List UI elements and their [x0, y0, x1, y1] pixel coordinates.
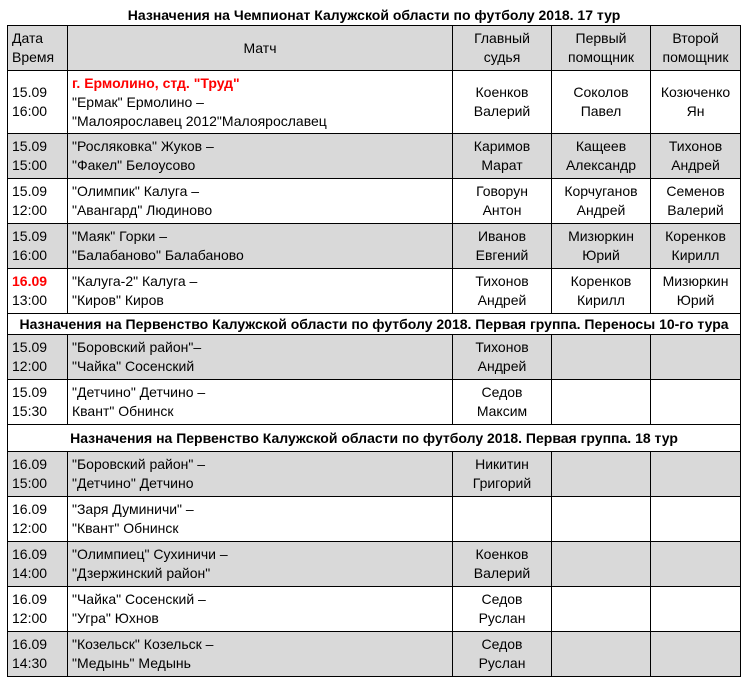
date-cell: 15.09 15:30 — [8, 380, 68, 425]
date-cell: 15.09 16:00 — [8, 224, 68, 269]
match-cell: "Калуга-2" Калуга – "Киров" Киров — [68, 269, 453, 314]
second-assistant-cell: Козюченко Ян — [651, 71, 741, 134]
main-referee-cell: Каримов Марат — [453, 134, 552, 179]
table-row — [8, 335, 741, 380]
match-cell: "Олимпиец" Сухиничи – "Дзержинский район" — [68, 542, 453, 587]
schedule-table — [7, 5, 741, 677]
first-assistant-cell: Соколов Павел — [552, 71, 651, 134]
match-cell: "Олимпик" Калуга – "Авангард" Людиново — [68, 179, 453, 224]
second-assistant-cell: Мизюркин Юрий — [651, 269, 741, 314]
date-cell: 16.09 14:30 — [8, 632, 68, 677]
table-row — [8, 497, 741, 542]
second-assistant-cell — [651, 587, 741, 632]
date-cell: 15.09 16:00 — [8, 71, 68, 134]
main-referee-cell — [453, 497, 552, 542]
match-cell: г. Ермолино, стд. "Труд" "Ермак" Ермолино – "Малоярославец 2012"Малоярославец — [68, 71, 453, 134]
date-cell: 15.09 15:00 — [8, 134, 68, 179]
first-assistant-cell — [552, 632, 651, 677]
first-assistant-cell: Кащеев Александр — [552, 134, 651, 179]
table-row — [8, 380, 741, 425]
match-cell: "Детчино" Детчино – Квант" Обнинск — [68, 380, 453, 425]
section-title: Назначения на Чемпионат Калужской области по футболу 2018. 17 тур — [8, 5, 741, 26]
header-main-referee: Главный судья — [453, 26, 552, 71]
header-row — [8, 26, 741, 71]
table-row — [8, 587, 741, 632]
main-referee-cell: Седов Руслан — [453, 632, 552, 677]
first-assistant-cell — [552, 542, 651, 587]
second-assistant-cell — [651, 452, 741, 497]
main-referee-cell: Коенков Валерий — [453, 71, 552, 134]
table-row — [8, 632, 741, 677]
table-row — [8, 224, 741, 269]
first-assistant-cell — [552, 380, 651, 425]
header-second-assistant: Второй помощник — [651, 26, 741, 71]
match-cell: "Козельск" Козельск – "Медынь" Медынь — [68, 632, 453, 677]
venue-text: г. Ермолино, стд. "Труд" — [72, 74, 240, 91]
main-referee-cell: Седов Максим — [453, 380, 552, 425]
match-cell: "Чайка" Сосенский – "Угра" Юхнов — [68, 587, 453, 632]
table-row — [8, 269, 741, 314]
date-cell: 16.09 15:00 — [8, 452, 68, 497]
second-assistant-cell: Семенов Валерий — [651, 179, 741, 224]
first-assistant-cell: Коренков Кирилл — [552, 269, 651, 314]
date-cell: 15.09 12:00 — [8, 335, 68, 380]
table-row — [8, 71, 741, 134]
second-assistant-cell — [651, 497, 741, 542]
main-referee-cell: Говорун Антон — [453, 179, 552, 224]
match-cell: "Боровский район"– "Чайка" Сосенский — [68, 335, 453, 380]
second-assistant-cell — [651, 380, 741, 425]
match-cell: "Маяк" Горки – "Балабаново" Балабаново — [68, 224, 453, 269]
table-row — [8, 134, 741, 179]
date-cell: 16.09 14:00 — [8, 542, 68, 587]
main-referee-cell: Тихонов Андрей — [453, 269, 552, 314]
first-assistant-cell: Мизюркин Юрий — [552, 224, 651, 269]
second-assistant-cell: Тихонов Андрей — [651, 134, 741, 179]
main-referee-cell: Иванов Евгений — [453, 224, 552, 269]
main-referee-cell: Седов Руслан — [453, 587, 552, 632]
main-referee-cell: Тихонов Андрей — [453, 335, 552, 380]
match-cell: "Заря Думиничи" – "Квант" Обнинск — [68, 497, 453, 542]
match-cell: "Росляковка" Жуков – "Факел" Белоусово — [68, 134, 453, 179]
first-assistant-cell: Корчуганов Андрей — [552, 179, 651, 224]
second-assistant-cell — [651, 542, 741, 587]
table-row — [8, 542, 741, 587]
second-assistant-cell — [651, 335, 741, 380]
header-date: Дата Время — [8, 26, 68, 71]
match-cell: "Боровский район" – "Детчино" Детчино — [68, 452, 453, 497]
header-first-assistant: Первый помощник — [552, 26, 651, 71]
first-assistant-cell — [552, 335, 651, 380]
date-cell: 16.09 13:00 — [8, 269, 68, 314]
section-title: Назначения на Первенство Калужской области по футболу 2018. Первая группа. Переносы 10-го тура — [8, 314, 741, 335]
first-assistant-cell — [552, 587, 651, 632]
date-cell: 15.09 12:00 — [8, 179, 68, 224]
second-assistant-cell: Коренков Кирилл — [651, 224, 741, 269]
main-referee-cell: Никитин Григорий — [453, 452, 552, 497]
second-assistant-cell — [651, 632, 741, 677]
first-assistant-cell — [552, 497, 651, 542]
table-row — [8, 452, 741, 497]
header-match: Матч — [68, 26, 453, 71]
table-row — [8, 179, 741, 224]
first-assistant-cell — [552, 452, 651, 497]
main-referee-cell: Коенков Валерий — [453, 542, 552, 587]
section-title: Назначения на Первенство Калужской области по футболу 2018. Первая группа. 18 тур — [8, 425, 741, 452]
date-cell: 16.09 12:00 — [8, 497, 68, 542]
date-cell: 16.09 12:00 — [8, 587, 68, 632]
